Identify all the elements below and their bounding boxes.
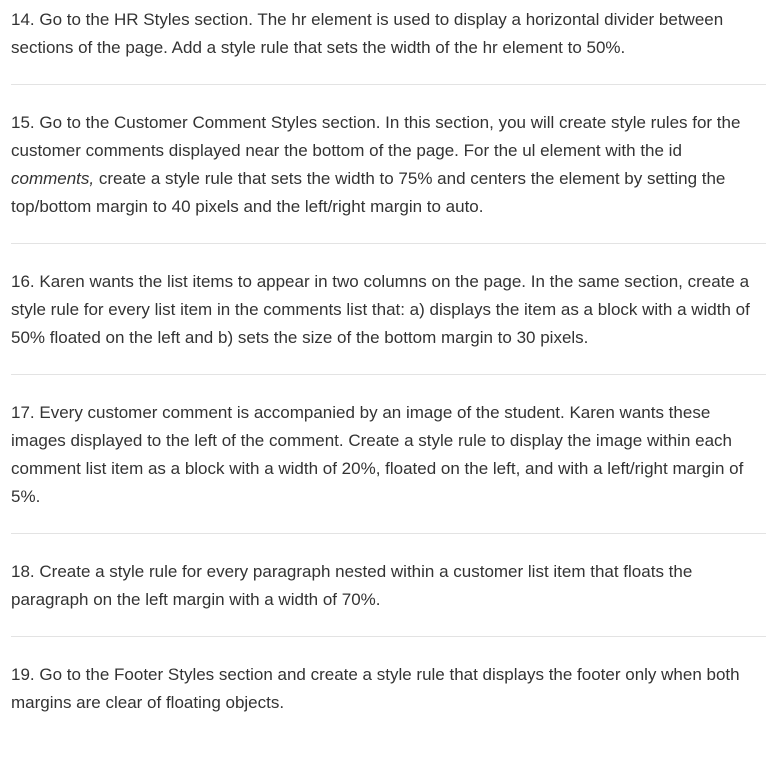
divider bbox=[11, 374, 766, 375]
step-number: 15. bbox=[11, 113, 35, 132]
step-body: Karen wants the list items to appear in two columns on the page. In the same section, create a style rule for every list item in the comments list that: a) displays the item as a block with a width of 50% floated on the left and b) sets the size of the bottom margin to 30 pixels. bbox=[11, 272, 750, 347]
step-text bbox=[11, 399, 766, 511]
divider bbox=[11, 636, 766, 637]
step-body: Go to the HR Styles section. The hr element is used to display a horizontal divider between sections of the page. Add a style rule that sets the width of the hr element to 50%. bbox=[11, 10, 724, 57]
step-14 bbox=[11, 6, 766, 62]
step-number: 16. bbox=[11, 272, 35, 291]
step-number: 18. bbox=[11, 562, 35, 581]
divider bbox=[11, 84, 766, 85]
step-text bbox=[11, 661, 766, 717]
step-number: 19. bbox=[11, 665, 35, 684]
step-body: Every customer comment is accompanied by an image of the student. Karen wants these images displayed to the left of the comment. Create a style rule to display the image within each comment list item as a block with a width of 20%, floated on the left, and with a left/right margin of 5%. bbox=[11, 403, 744, 506]
step-body: Go to the Footer Styles section and create a style rule that displays the footer only when both margins are clear of floating objects. bbox=[11, 665, 740, 712]
step-16 bbox=[11, 268, 766, 352]
step-number: 14. bbox=[11, 10, 35, 29]
divider bbox=[11, 533, 766, 534]
step-19 bbox=[11, 661, 766, 717]
step-15 bbox=[11, 109, 766, 221]
step-18 bbox=[11, 558, 766, 614]
divider bbox=[11, 243, 766, 244]
step-text bbox=[11, 6, 766, 62]
step-body: Go to the Customer Comment Styles section. In this section, you will create style rules for the customer comments displayed near the bottom of the page. For the ul element with the id bbox=[11, 113, 741, 160]
step-body: Create a style rule for every paragraph nested within a customer list item that floats the paragraph on the left margin with a width of 70%. bbox=[11, 562, 693, 609]
step-text bbox=[11, 558, 766, 614]
step-text bbox=[11, 268, 766, 352]
step-body-continued: create a style rule that sets the width to 75% and centers the element by setting the top/bottom margin to 40 pixels and the left/right margin to auto. bbox=[11, 169, 726, 216]
emphasized-id: comments, bbox=[11, 169, 95, 188]
step-number: 17. bbox=[11, 403, 35, 422]
step-text bbox=[11, 109, 766, 221]
step-17 bbox=[11, 399, 766, 511]
